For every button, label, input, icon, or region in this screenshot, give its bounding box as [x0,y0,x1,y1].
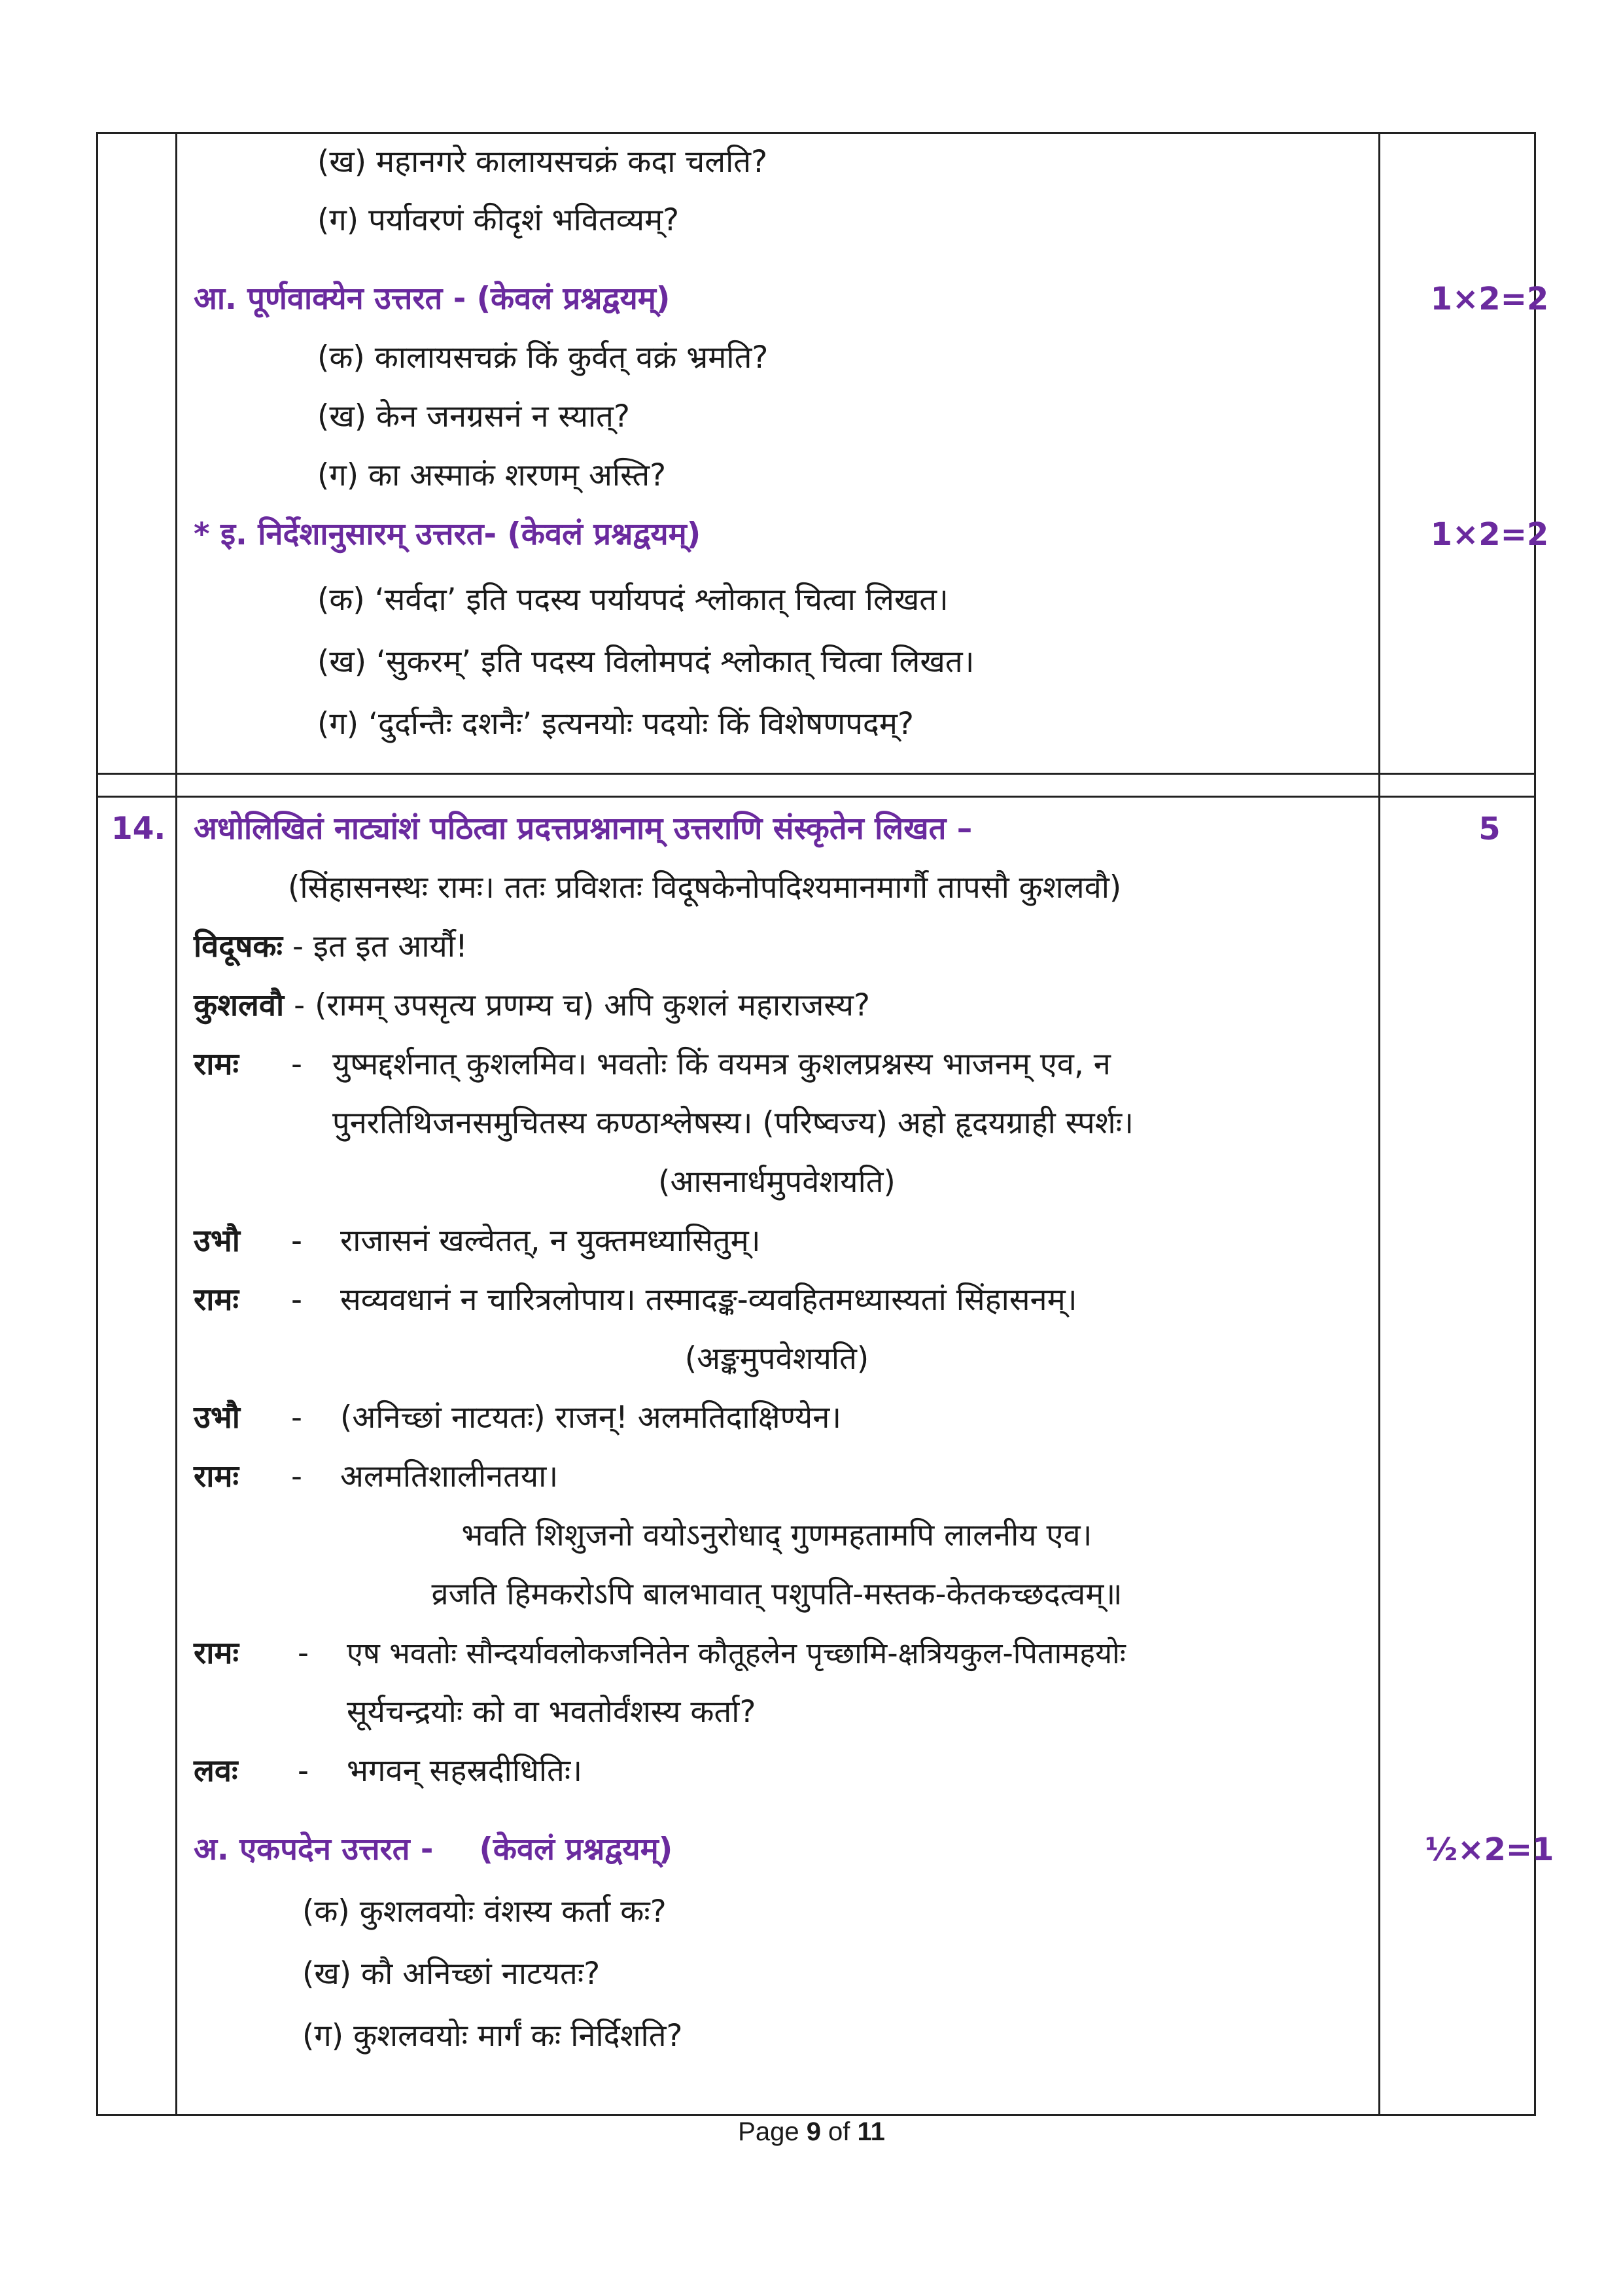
verse-line: भवति शिशुजनो वयोऽनुरोधाद् गुणमहतामपि लालनीय एव। [461,1517,1092,1553]
table-divider-2 [96,796,1535,798]
speaker-separator: - [291,1400,302,1436]
speaker-name: विदूषकः [194,928,283,964]
dialogue-text: (अनिच्छां नाटयतः) राजन्! अलमतिदाक्षिण्येन। [340,1400,842,1436]
dialogue-text: सव्यवधानं न चारित्रलोपाय। तस्मादङ्क-व्यवहितमध्यास्यतां सिंहासनम्। [340,1282,1077,1318]
speaker-separator: - [298,1753,309,1789]
dialogue-continuation: पुनरतिथिजनसमुचितस्य कण्ठाश्लेषस्य। (परिष्वज्य) अहो हृदयग्राही स्पर्शः। [332,1105,1134,1141]
dialogue-text: राजासनं खल्वेतत्, न युक्तमध्यासितुम्। [340,1223,761,1259]
speaker-name: रामः [194,1282,239,1318]
speaker-separator: - [298,1635,309,1671]
question-line: (ग) कुशलवयोः मार्गं कः निर्दिशति? [302,2018,683,2054]
question-line: (ग) ‘दुर्दान्तैः दशनैः’ इत्यनयोः पदयोः किं विशेषणपदम्? [317,706,914,742]
question-marks: 5 [1478,811,1501,847]
speaker-name: उभौ [194,1223,240,1259]
footer-total-pages: 11 [857,2117,885,2146]
speaker-separator: - [284,987,315,1023]
section-i-heading: * इ. निर्देशानुसारम् उत्तरत- (केवलं प्रश्नद्वयम्) [194,516,701,552]
speaker-name: रामः [194,1046,239,1082]
stage-direction: (आसनार्धमुपवेशयति) [658,1164,896,1200]
question-instruction: अधोलिखितं नाट्यांशं पठित्वा प्रदत्तप्रश्नानाम् उत्तराणि संस्कृतेन लिखत – [194,811,973,847]
question-line: (ग) पर्यावरणं कीदृशं भवितव्यम्? [317,202,680,238]
table-bottom-border [96,2114,1535,2116]
speaker-separator: - [291,1282,302,1318]
page-footer [0,2117,1623,2147]
dialogue-text: इत इत आर्यौ! [313,928,468,964]
dialogue-text: (रामम् उपसृत्य प्रणम्य च) अपि कुशलं महाराजस्य? [315,987,870,1023]
question-line: (ग) का अस्माकं शरणम् अस्ति? [317,457,667,493]
dialogue-text: युष्मद्दर्शनात् कुशलमिव। भवतोः किं वयमत्र कुशलप्रश्नस्य भाजनम् एव, न [332,1046,1111,1082]
speaker-separator: - [283,928,313,964]
question-number: 14. [111,811,166,847]
question-line: (क) कुशलवयोः वंशस्य कर्ता कः? [302,1894,667,1930]
speaker-name: रामः [194,1635,239,1671]
section-aa-heading: आ. पूर्णवाक्येन उत्तरत - (केवलं प्रश्नद्वयम्) [194,281,671,317]
question-line: (ख) ‘सुकरम्’ इति पदस्य विलोमपदं श्लोकात् चित्वा लिखत। [317,644,975,680]
speaker-separator: - [291,1046,302,1082]
dialogue-line [194,986,870,1025]
section-a-marks: ½×2=1 [1425,1831,1554,1868]
section-aa-marks: 1×2=2 [1430,281,1549,317]
table-top-border [96,132,1535,134]
stage-direction: (अङ्कमुपवेशयति) [684,1341,869,1377]
question-line: (ख) महानगरे कालायसचक्रं कदा चलति? [317,144,768,180]
question-line: (ख) केन जनग्रसनं न स्यात्? [317,398,630,434]
section-a-heading [194,1830,672,1869]
table-marks-column-rule [1378,132,1380,2116]
speaker-separator: - [291,1223,302,1259]
verse-line: व्रजति हिमकरोऽपि बालभावात् पशुपति-मस्तक-केतकच्छदत्वम्॥ [431,1576,1123,1612]
dialogue-text: अलमतिशालीनतया। [340,1458,559,1494]
stage-direction: (सिंहासनस्थः रामः। ततः प्रविशतः विदूषकेनोपदिश्यमानमार्गौ तापसौ कुशलवौ) [288,870,1122,906]
speaker-name: कुशलवौ [194,987,285,1023]
question-line: (क) ‘सर्वदा’ इति पदस्य पर्यायपदं श्लोकात् चित्वा लिखत। [317,582,949,618]
dialogue-text: एष भवतोः सौन्दर्यावलोकजनितेन कौतूहलेन पृच्छामि-क्षत्रियकुल-पितामहयोः [347,1636,1126,1670]
speaker-name: उभौ [194,1400,240,1436]
table-right-border [1534,132,1536,2116]
dialogue-text: भगवन् सहस्रदीधितिः। [347,1753,583,1789]
table-divider-1 [96,773,1535,775]
footer-current-page: 9 [806,2117,821,2146]
table-number-column-rule [175,132,177,2116]
dialogue-line [194,927,468,966]
footer-prefix: Page [738,2117,807,2146]
dialogue-continuation: सूर्यचन्द्रयोः को वा भवतोर्वंशस्य कर्ता? [347,1694,756,1730]
speaker-name: रामः [194,1458,239,1494]
footer-middle: of [820,2117,858,2146]
speaker-separator: - [291,1458,302,1494]
section-i-marks: 1×2=2 [1430,516,1549,553]
section-a-heading-prefix: अ. एकपदेन उत्तरत - [194,1831,434,1867]
question-line: (क) कालायसचक्रं किं कुर्वत् वक्रं भ्रमति? [317,340,769,376]
table-left-border [96,132,98,2116]
question-line: (ख) कौ अनिच्छां नाटयतः? [302,1956,601,1992]
section-a-heading-suffix: (केवलं प्रश्नद्वयम्) [479,1831,673,1867]
speaker-name: लवः [194,1753,238,1789]
